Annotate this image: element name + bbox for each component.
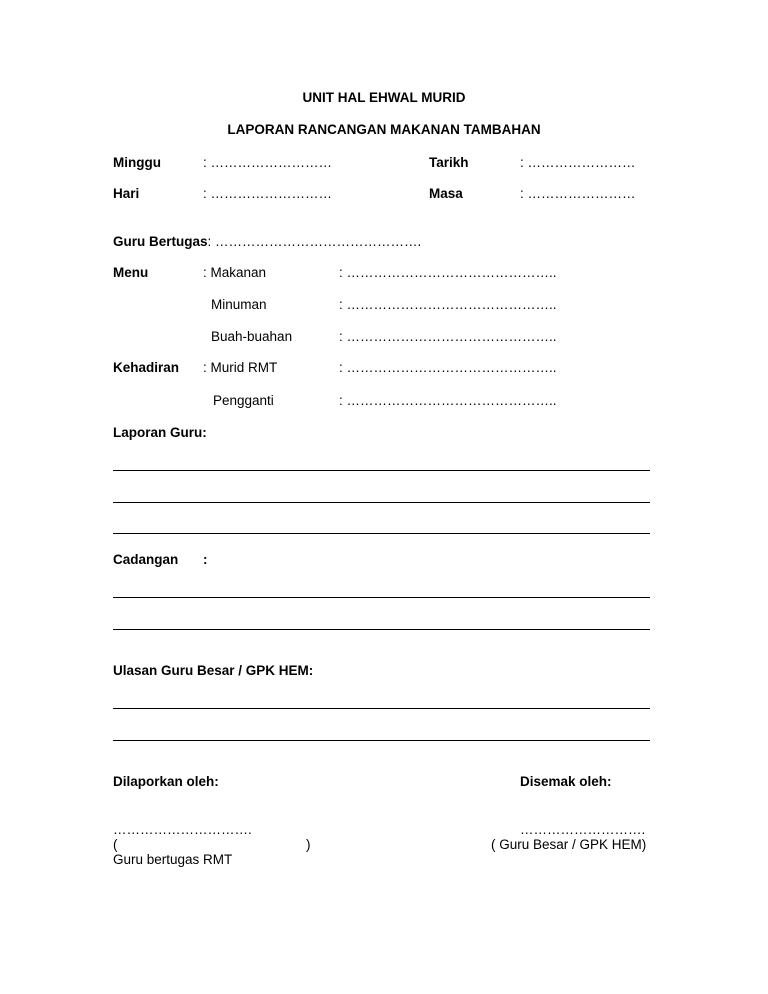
left-role-label: Guru bertugas RMT	[113, 852, 233, 867]
left-signature-line[interactable]: ………………………….	[113, 822, 252, 837]
guru-bertugas-row	[113, 234, 421, 250]
minggu-label: Minggu	[113, 155, 161, 170]
left-name-open-paren: (	[113, 837, 118, 852]
hari-label: Hari	[113, 186, 140, 201]
menu-item-label: Buah-buahan	[211, 329, 293, 344]
kehadiran-item-value[interactable]: : ………………………………………..	[339, 393, 557, 408]
cadangan-label: Cadangan	[113, 552, 179, 567]
guru-bertugas-label: Guru Bertugas	[113, 234, 208, 249]
hari-value[interactable]: : ………………………	[203, 186, 333, 201]
laporan-line[interactable]	[113, 470, 650, 471]
form-unit-heading: UNIT HAL EHWAL MURID	[302, 90, 466, 105]
menu-item-value[interactable]: : ………………………………………..	[339, 329, 557, 344]
menu-item-label: : Makanan	[203, 265, 267, 280]
ulasan-label: Ulasan Guru Besar / GPK HEM:	[113, 663, 314, 678]
cadangan-colon: :	[203, 552, 208, 567]
menu-item-value[interactable]: : ………………………………………..	[339, 297, 557, 312]
cadangan-line[interactable]	[113, 597, 650, 598]
kehadiran-item-label: : Murid RMT	[203, 360, 278, 375]
masa-value[interactable]: : ……………………	[520, 186, 636, 201]
cadangan-line[interactable]	[113, 629, 650, 630]
menu-label: Menu	[113, 265, 149, 280]
dilaporkan-oleh-label: Dilaporkan oleh:	[113, 774, 219, 789]
masa-label: Masa	[429, 186, 463, 201]
ulasan-line[interactable]	[113, 708, 650, 709]
right-role-label: ( Guru Besar / GPK HEM)	[491, 837, 647, 852]
tarikh-value[interactable]: : ……………………	[520, 155, 636, 170]
left-name-close-paren: )	[306, 837, 311, 852]
laporan-line[interactable]	[113, 533, 650, 534]
disemak-oleh-label: Disemak oleh:	[520, 774, 612, 789]
guru-bertugas-value[interactable]: : ……………………………………….	[207, 234, 422, 249]
minggu-value[interactable]: : ………………………	[203, 155, 333, 170]
ulasan-line[interactable]	[113, 740, 650, 741]
kehadiran-item-label: Pengganti	[213, 393, 274, 408]
kehadiran-label: Kehadiran	[113, 360, 180, 375]
laporan-line[interactable]	[113, 502, 650, 503]
form-title: LAPORAN RANCANGAN MAKANAN TAMBAHAN	[227, 122, 541, 137]
laporan-guru-label: Laporan Guru:	[113, 425, 207, 440]
menu-item-label: Minuman	[211, 297, 267, 312]
menu-item-value[interactable]: : ………………………………………..	[339, 265, 557, 280]
kehadiran-item-value[interactable]: : ………………………………………..	[339, 360, 557, 375]
right-signature-line[interactable]: ……………………….	[520, 822, 646, 837]
tarikh-label: Tarikh	[429, 155, 469, 170]
